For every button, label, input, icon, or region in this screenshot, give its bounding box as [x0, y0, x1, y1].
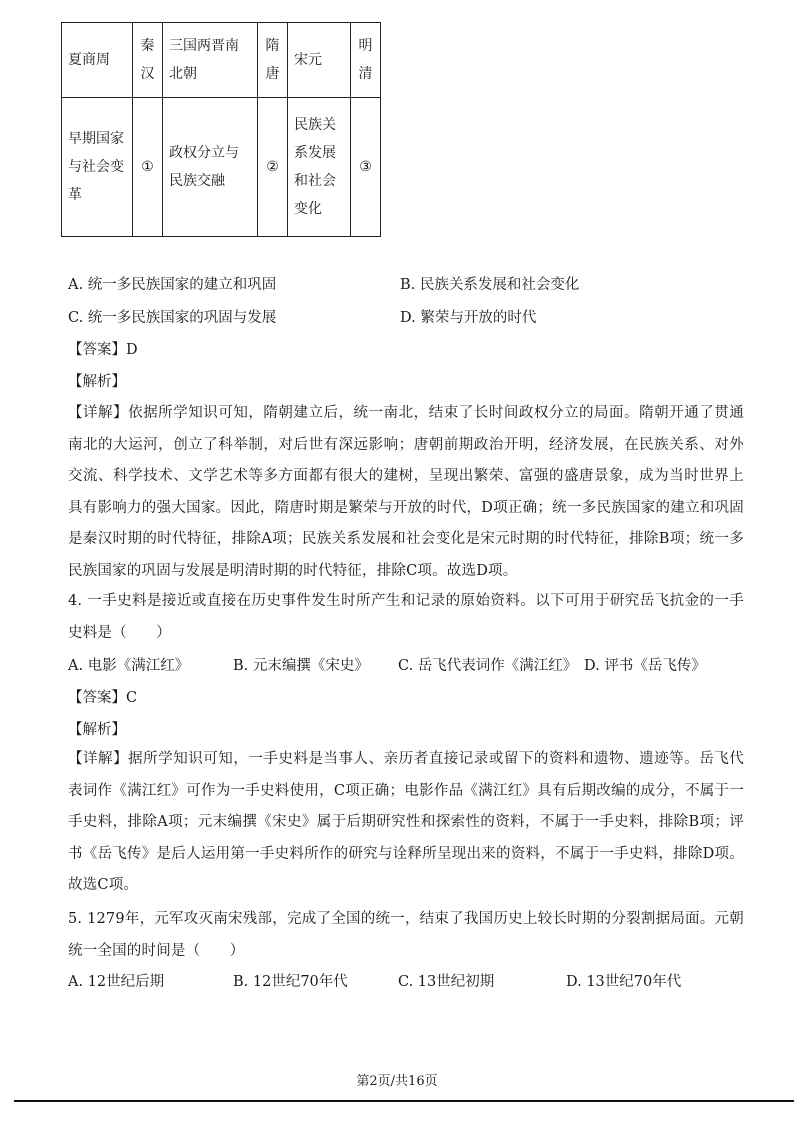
q4-option-b: B. 元末编撰《宋史》 [233, 658, 369, 674]
q5-option-d: D. 13世纪70年代 [566, 974, 682, 990]
q5-option-c: C. 13世纪初期 [398, 974, 495, 990]
table-cell: ② [258, 98, 288, 237]
q3-detail: 【详解】依据所学知识可知，隋朝建立后，统一南北，结束了长时间政权分立的局面。隋朝开通了贯通南北的大运河，创立了科举制，对后世有深远影响；唐朝前期政治开明，经济发展，在民族关系、对外交流、科学技术、文学艺术等多方面都有很大的建树，呈现出繁荣、富强的盛唐景象，成为当时世界上具有影响力的强大国家。因此，隋唐时期是繁荣与开放的时代，D项正确；统一多民族国家的建立和巩固是秦汉时期的时代特征，排除A项；民族关系发展和社会变化是宋元时期的时代特征，排除B项；统一多民族国家的巩固与发展是明清时期的时代特征，排除C项。故选D项。 [68, 405, 744, 579]
table-header-cell: 宋元 [288, 23, 351, 98]
q5-option-b: B. 12世纪70年代 [233, 974, 348, 990]
table-cell: ③ [351, 98, 381, 237]
table-row [62, 98, 381, 237]
q4-answer: 【答案】C [68, 690, 138, 706]
q4-option-c: C. 岳飞代表词作《满江红》 [398, 658, 578, 674]
table-header-cell: 夏商周 [62, 23, 133, 98]
table-header-cell: 隋唐 [258, 23, 288, 98]
table-header-cell: 明清 [351, 23, 381, 98]
q4-option-d: D. 评书《岳飞传》 [584, 658, 706, 674]
q4-stem: 4. 一手史料是接近或直接在历史事件发生时所产生和记录的原始资料。以下可用于研究岳飞抗金的一手史料是（ ） [68, 593, 744, 641]
page-number: 第2页/共16页 [356, 1074, 438, 1089]
table-header-cell: 秦汉 [133, 23, 163, 98]
bottom-rule [14, 1100, 794, 1102]
q3-option-b: B. 民族关系发展和社会变化 [400, 277, 580, 293]
history-periods-table [61, 22, 381, 237]
q3-answer: 【答案】D [68, 342, 138, 358]
q3-option-a: A. 统一多民族国家的建立和巩固 [68, 277, 277, 293]
q4-option-a: A. 电影《满江红》 [68, 658, 190, 674]
table-cell: 政权分立与民族交融 [163, 98, 258, 237]
q4-detail: 【详解】据所学知识可知，一手史料是当事人、亲历者直接记录或留下的资料和遗物、遗迹等。岳飞代表词作《满江红》可作为一手史料使用，C项正确；电影作品《满江红》具有后期改编的成分，不属于一手史料，排除A项；元末编撰《宋史》属于后期研究性和探索性的资料，不属于一手史料，排除B项；评书《岳飞传》是后人运用第一手史料所作的研究与诠释所呈现出来的资料，不属于一手史料，排除D项。故选C项。 [68, 751, 744, 893]
table-cell: 早期国家与社会变革 [62, 98, 133, 237]
table-header-cell: 三国两晋南北朝 [163, 23, 258, 98]
q3-analysis-label: 【解析】 [68, 374, 126, 390]
q3-option-c: C. 统一多民族国家的巩固与发展 [68, 310, 277, 326]
q3-option-d: D. 繁荣与开放的时代 [400, 310, 537, 326]
q5-option-a: A. 12世纪后期 [68, 974, 165, 990]
q4-analysis-label: 【解析】 [68, 722, 126, 738]
table-cell: ① [133, 98, 163, 237]
table-row [62, 23, 381, 98]
table-cell: 民族关系发展和社会变化 [288, 98, 351, 237]
q5-stem: 5. 1279年，元军攻灭南宋残部，完成了全国的统一，结束了我国历史上较长时期的分裂割据局面。元朝统一全国的时间是（ ） [68, 911, 744, 959]
